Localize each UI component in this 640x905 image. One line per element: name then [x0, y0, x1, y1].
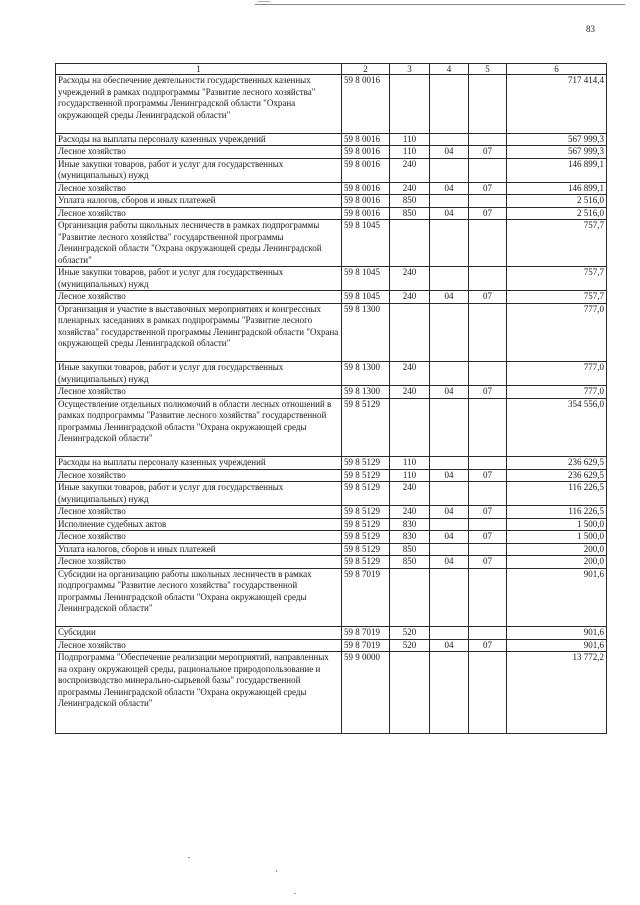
page-number: 83	[586, 24, 595, 34]
row-name-cell: Иные закупки товаров, работ и услуг для государственных (муниципальных) нужд	[56, 482, 342, 506]
row-expense-type-cell: 240	[390, 506, 430, 519]
row-expense-type-cell: 850	[390, 556, 430, 569]
row-expense-type-cell	[390, 568, 430, 627]
row-expense-type-cell: 520	[390, 639, 430, 652]
row-name-cell: Субсидии на организацию работы школьных лесничеств в рамках подпрограммы "Развитие лесного хозяйства" государственной программы Ленинградской области "Охрана окружающей среды Ленинградской области"	[56, 568, 342, 627]
row-expense-type-cell: 240	[390, 386, 430, 399]
row-target-article-cell: 59 8 0016	[342, 146, 390, 159]
row-name-cell: Исполнение судебных актов	[56, 518, 342, 531]
budget-table	[55, 63, 607, 734]
scan-speck	[276, 870, 277, 872]
table-row	[56, 195, 607, 208]
row-target-article-cell: 59 8 5129	[342, 556, 390, 569]
table-row	[56, 639, 607, 652]
row-amount-cell: 236 629,5	[507, 469, 607, 482]
row-target-article-cell: 59 8 0016	[342, 195, 390, 208]
row-amount-cell: 567 999,3	[507, 133, 607, 146]
row-section-cell	[430, 133, 469, 146]
row-expense-type-cell	[390, 398, 430, 457]
row-amount-cell: 146 899,1	[507, 158, 607, 182]
row-target-article-cell: 59 8 5129	[342, 506, 390, 519]
row-subsection-cell: 07	[469, 506, 507, 519]
row-amount-cell: 777,0	[507, 362, 607, 386]
row-section-cell: 04	[430, 531, 469, 544]
row-expense-type-cell: 240	[390, 158, 430, 182]
row-expense-type-cell: 110	[390, 457, 430, 470]
row-subsection-cell	[469, 75, 507, 134]
table-row	[56, 267, 607, 291]
row-section-cell	[430, 398, 469, 457]
table-row	[56, 182, 607, 195]
row-section-cell: 04	[430, 386, 469, 399]
row-subsection-cell	[469, 457, 507, 470]
row-expense-type-cell: 240	[390, 362, 430, 386]
row-subsection-cell: 07	[469, 531, 507, 544]
row-amount-cell: 116 226,5	[507, 482, 607, 506]
table-row	[56, 133, 607, 146]
row-target-article-cell: 59 8 0016	[342, 182, 390, 195]
row-target-article-cell: 59 8 5129	[342, 457, 390, 470]
column-header-name: 1	[56, 64, 342, 75]
row-section-cell	[430, 220, 469, 267]
row-amount-cell: 13 772,2	[507, 652, 607, 734]
row-target-article-cell: 59 8 5129	[342, 482, 390, 506]
table-row	[56, 457, 607, 470]
table-row	[56, 158, 607, 182]
row-amount-cell: 901,6	[507, 568, 607, 627]
row-amount-cell: 567 999,3	[507, 146, 607, 159]
budget-table-body	[56, 75, 607, 734]
row-name-cell: Лесное хозяйство	[56, 556, 342, 569]
table-row	[56, 303, 607, 362]
row-amount-cell: 757,7	[507, 291, 607, 304]
row-section-cell	[430, 652, 469, 734]
row-target-article-cell: 59 8 7019	[342, 568, 390, 627]
row-section-cell: 04	[430, 469, 469, 482]
row-amount-cell: 777,0	[507, 303, 607, 362]
row-subsection-cell: 07	[469, 469, 507, 482]
row-expense-type-cell	[390, 303, 430, 362]
row-subsection-cell: 07	[469, 386, 507, 399]
row-target-article-cell: 59 8 0016	[342, 75, 390, 134]
column-header-expense-type: 3	[390, 64, 430, 75]
row-subsection-cell	[469, 543, 507, 556]
row-subsection-cell	[469, 627, 507, 640]
row-target-article-cell: 59 8 0016	[342, 158, 390, 182]
row-subsection-cell	[469, 158, 507, 182]
row-expense-type-cell: 110	[390, 146, 430, 159]
row-section-cell: 04	[430, 556, 469, 569]
row-amount-cell: 757,7	[507, 267, 607, 291]
scan-speck	[294, 893, 296, 894]
table-row	[56, 291, 607, 304]
column-header-target-article: 2	[342, 64, 390, 75]
row-section-cell	[430, 362, 469, 386]
scan-speck	[188, 857, 190, 858]
table-row	[56, 543, 607, 556]
row-section-cell: 04	[430, 291, 469, 304]
row-expense-type-cell	[390, 75, 430, 134]
row-expense-type-cell: 240	[390, 291, 430, 304]
row-expense-type-cell: 850	[390, 543, 430, 556]
row-name-cell: Субсидии	[56, 627, 342, 640]
row-name-cell: Лесное хозяйство	[56, 639, 342, 652]
row-subsection-cell	[469, 267, 507, 291]
row-name-cell: Уплата налогов, сборов и иных платежей	[56, 195, 342, 208]
row-target-article-cell: 59 8 1045	[342, 291, 390, 304]
row-subsection-cell	[469, 303, 507, 362]
table-row	[56, 531, 607, 544]
row-name-cell: Лесное хозяйство	[56, 531, 342, 544]
row-target-article-cell: 59 8 5129	[342, 531, 390, 544]
row-target-article-cell: 59 8 0016	[342, 133, 390, 146]
row-amount-cell: 116 226,5	[507, 506, 607, 519]
top-edge-rule	[255, 4, 625, 5]
row-expense-type-cell: 830	[390, 531, 430, 544]
row-name-cell: Расходы на выплаты персоналу казенных учреждений	[56, 133, 342, 146]
row-subsection-cell	[469, 518, 507, 531]
row-target-article-cell: 59 8 5129	[342, 543, 390, 556]
table-row	[56, 556, 607, 569]
table-row	[56, 568, 607, 627]
row-subsection-cell: 07	[469, 291, 507, 304]
table-row	[56, 652, 607, 734]
row-section-cell	[430, 75, 469, 134]
row-target-article-cell: 59 8 1300	[342, 386, 390, 399]
row-expense-type-cell: 110	[390, 133, 430, 146]
row-expense-type-cell: 240	[390, 182, 430, 195]
row-target-article-cell: 59 8 1045	[342, 220, 390, 267]
row-name-cell: Лесное хозяйство	[56, 386, 342, 399]
row-name-cell: Иные закупки товаров, работ и услуг для государственных (муниципальных) нужд	[56, 158, 342, 182]
row-expense-type-cell: 520	[390, 627, 430, 640]
row-amount-cell: 1 500,0	[507, 518, 607, 531]
row-expense-type-cell: 850	[390, 207, 430, 220]
table-row	[56, 207, 607, 220]
row-name-cell: Лесное хозяйство	[56, 506, 342, 519]
row-subsection-cell	[469, 652, 507, 734]
row-name-cell: Лесное хозяйство	[56, 291, 342, 304]
row-target-article-cell: 59 8 1300	[342, 303, 390, 362]
row-target-article-cell: 59 8 0016	[342, 207, 390, 220]
row-name-cell: Подпрограмма "Обеспечение реализации мероприятий, направленных на охрану окружающей среды, рациональное природопользование и воспроизводство минерально-сырьевой базы" государственной программы Ленинградской области "Охрана окружающей среды Ленинградской области"	[56, 652, 342, 734]
row-amount-cell: 757,7	[507, 220, 607, 267]
row-subsection-cell: 07	[469, 207, 507, 220]
row-target-article-cell: 59 9 0000	[342, 652, 390, 734]
row-name-cell: Организация работы школьных лесничеств в рамках подпрограммы "Развитие лесного хозяйства" государственной программы Ленинградской области "Охрана окружающей среды Ленинградской области"	[56, 220, 342, 267]
row-expense-type-cell: 830	[390, 518, 430, 531]
row-section-cell	[430, 627, 469, 640]
row-subsection-cell	[469, 482, 507, 506]
table-row	[56, 220, 607, 267]
row-section-cell	[430, 303, 469, 362]
row-expense-type-cell	[390, 220, 430, 267]
row-name-cell: Лесное хозяйство	[56, 207, 342, 220]
row-target-article-cell: 59 8 1045	[342, 267, 390, 291]
table-row	[56, 506, 607, 519]
row-amount-cell: 146 899,1	[507, 182, 607, 195]
row-expense-type-cell: 850	[390, 195, 430, 208]
row-target-article-cell: 59 8 1300	[342, 362, 390, 386]
table-row	[56, 75, 607, 134]
row-name-cell: Осуществление отдельных полномочий в области лесных отношений в рамках подпрограммы "Развитие лесного хозяйства" государственной программы Ленинградской области "Охрана окружающей среды Ленинградской области"	[56, 398, 342, 457]
table-row	[56, 627, 607, 640]
row-target-article-cell: 59 8 7019	[342, 627, 390, 640]
row-subsection-cell	[469, 220, 507, 267]
table-row	[56, 518, 607, 531]
row-amount-cell: 777,0	[507, 386, 607, 399]
row-section-cell	[430, 267, 469, 291]
row-name-cell: Уплата налогов, сборов и иных платежей	[56, 543, 342, 556]
row-section-cell	[430, 518, 469, 531]
table-row	[56, 482, 607, 506]
top-edge-mark	[258, 1, 270, 2]
row-name-cell: Расходы на выплаты персоналу казенных учреждений	[56, 457, 342, 470]
row-subsection-cell	[469, 195, 507, 208]
row-section-cell: 04	[430, 146, 469, 159]
row-target-article-cell: 59 8 5129	[342, 469, 390, 482]
row-expense-type-cell: 110	[390, 469, 430, 482]
row-section-cell	[430, 158, 469, 182]
row-subsection-cell	[469, 362, 507, 386]
row-name-cell: Лесное хозяйство	[56, 469, 342, 482]
column-header-subsection: 5	[469, 64, 507, 75]
row-amount-cell: 717 414,4	[507, 75, 607, 134]
row-amount-cell: 200,0	[507, 556, 607, 569]
table-row	[56, 362, 607, 386]
row-section-cell	[430, 568, 469, 627]
row-subsection-cell: 07	[469, 146, 507, 159]
table-row	[56, 398, 607, 457]
row-name-cell: Иные закупки товаров, работ и услуг для государственных (муниципальных) нужд	[56, 267, 342, 291]
row-section-cell: 04	[430, 506, 469, 519]
row-amount-cell: 200,0	[507, 543, 607, 556]
row-amount-cell: 2 516,0	[507, 195, 607, 208]
row-subsection-cell: 07	[469, 639, 507, 652]
row-section-cell: 04	[430, 182, 469, 195]
row-subsection-cell	[469, 398, 507, 457]
row-amount-cell: 901,6	[507, 639, 607, 652]
row-subsection-cell: 07	[469, 556, 507, 569]
column-number-row	[56, 64, 607, 75]
row-name-cell: Лесное хозяйство	[56, 182, 342, 195]
table-row	[56, 386, 607, 399]
row-section-cell: 04	[430, 639, 469, 652]
row-amount-cell: 354 556,0	[507, 398, 607, 457]
row-expense-type-cell	[390, 652, 430, 734]
row-section-cell: 04	[430, 207, 469, 220]
row-amount-cell: 2 516,0	[507, 207, 607, 220]
row-subsection-cell	[469, 133, 507, 146]
row-amount-cell: 1 500,0	[507, 531, 607, 544]
row-subsection-cell: 07	[469, 182, 507, 195]
column-header-amount: 6	[507, 64, 607, 75]
table-row	[56, 146, 607, 159]
table-row	[56, 469, 607, 482]
row-name-cell: Лесное хозяйство	[56, 146, 342, 159]
row-expense-type-cell: 240	[390, 267, 430, 291]
row-section-cell	[430, 543, 469, 556]
row-target-article-cell: 59 8 5129	[342, 398, 390, 457]
row-expense-type-cell: 240	[390, 482, 430, 506]
row-name-cell: Расходы на обеспечение деятельности государственных казенных учреждений в рамках подпрограммы "Развитие лесного хозяйства" государственной программы Ленинградской области "Охрана окружающей среды Ленинградской области"	[56, 75, 342, 134]
row-amount-cell: 236 629,5	[507, 457, 607, 470]
row-amount-cell: 901,6	[507, 627, 607, 640]
row-section-cell	[430, 457, 469, 470]
row-subsection-cell	[469, 568, 507, 627]
row-section-cell	[430, 195, 469, 208]
row-name-cell: Иные закупки товаров, работ и услуг для государственных (муниципальных) нужд	[56, 362, 342, 386]
column-header-section: 4	[430, 64, 469, 75]
row-target-article-cell: 59 8 7019	[342, 639, 390, 652]
row-name-cell: Организация и участие в выставочных мероприятиях и конгрессных пленарных заседаниях в рамках подпрограммы "Развитие лесного хозяйства" государственной программы Ленинградской области "Охрана окружающей среды Ленинградской области"	[56, 303, 342, 362]
row-target-article-cell: 59 8 5129	[342, 518, 390, 531]
row-section-cell	[430, 482, 469, 506]
